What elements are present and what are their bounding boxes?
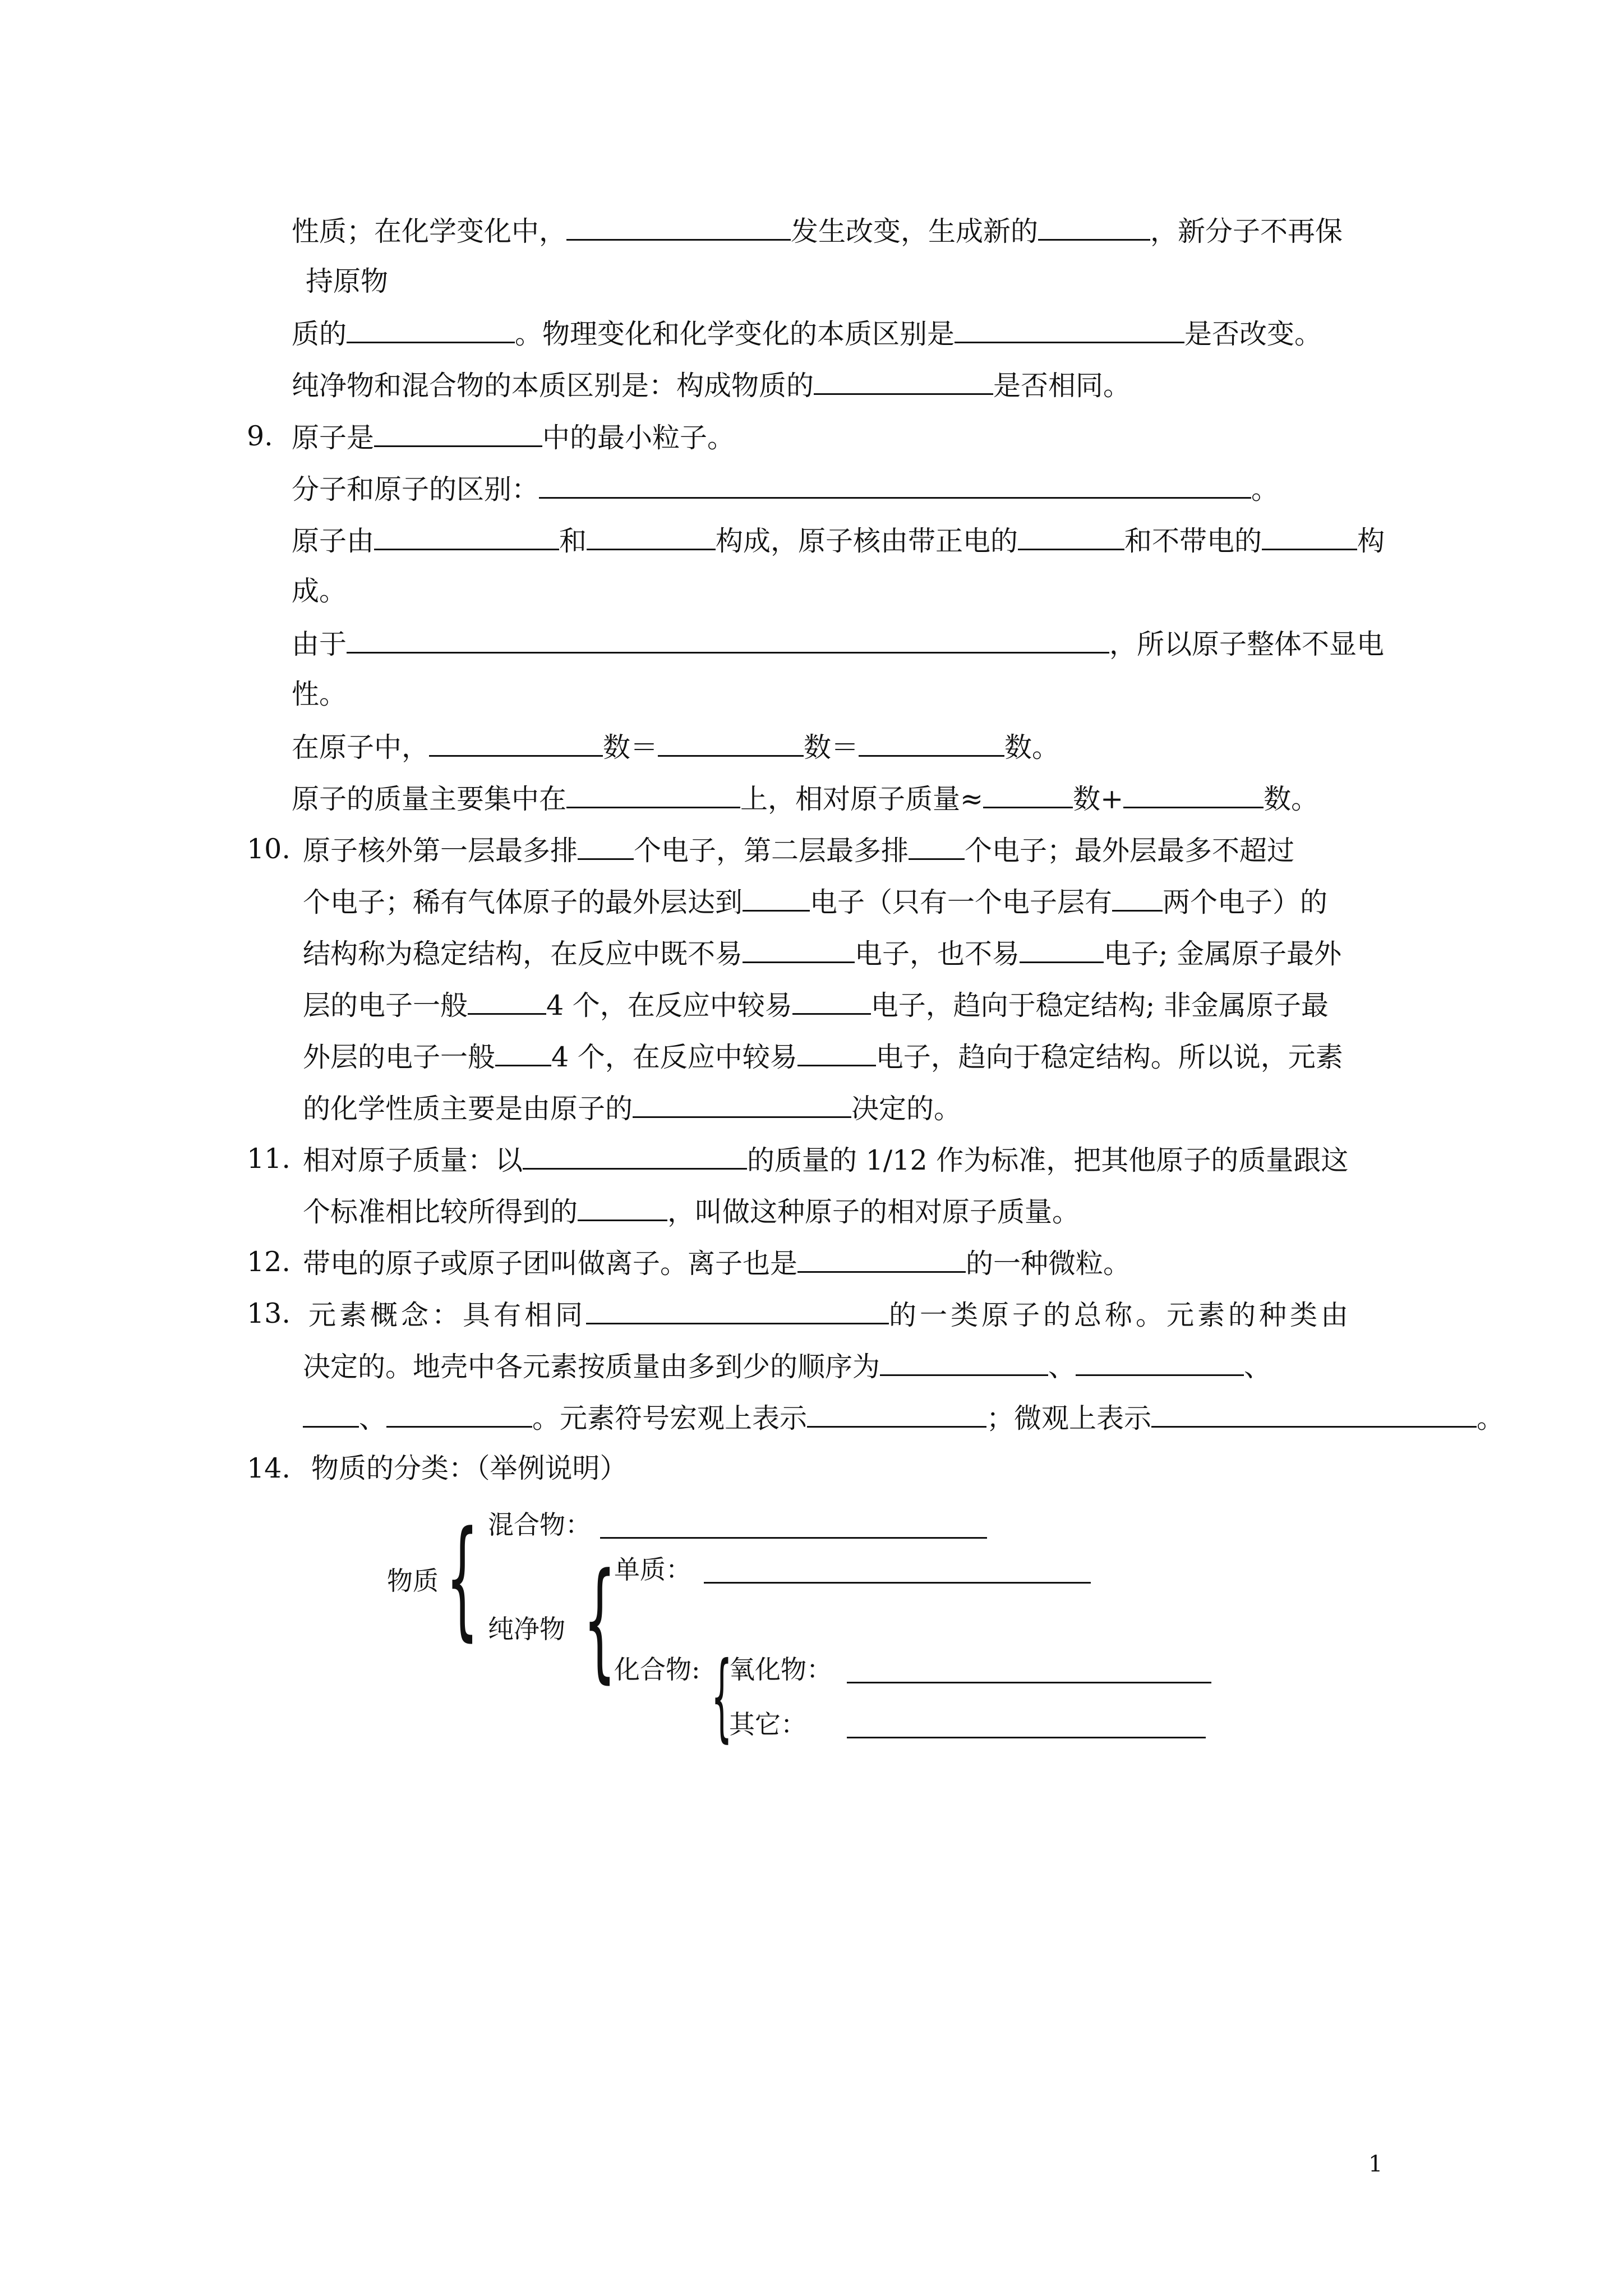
q9-line-f: 性。	[292, 678, 347, 710]
fill-blank[interactable]	[495, 1039, 551, 1066]
fill-blank[interactable]	[347, 316, 515, 343]
q9-line-d: 成。	[292, 575, 347, 607]
left-brace-icon: {	[446, 1504, 479, 1654]
fill-blank[interactable]	[523, 1142, 747, 1170]
q14-line-a: 物质的分类：（举例说明）	[311, 1452, 628, 1484]
text-line-4: 纯净物和混合物的本质区别是：构成物质的 是否相同。	[292, 367, 1131, 403]
fill-blank[interactable]	[374, 420, 542, 447]
text-line-3: 质的 。物理变化和化学变化的本质区别是 是否改变。	[292, 316, 1322, 351]
q11-line-a: 相对原子质量：以 的质量的 1/12 作为标准，把其他原子的质量跟这	[303, 1142, 1348, 1177]
fill-blank[interactable]	[1262, 523, 1357, 550]
fill-blank[interactable]	[566, 213, 791, 241]
diagram-pure-label: 纯净物	[488, 1614, 565, 1644]
left-brace-icon: {	[711, 1641, 732, 1752]
q10-line-c: 结构称为稳定结构，在反应中既不易 电子，也不易 电子; 金属原子最外	[303, 936, 1341, 971]
q10-line-d: 层的电子一般 4 个，在反应中较易 电子，趋向于稳定结构; 非金属原子最	[303, 987, 1329, 1023]
fill-blank[interactable]	[1038, 213, 1150, 241]
mixture-answer-line[interactable]	[600, 1537, 987, 1539]
fill-blank[interactable]	[586, 1297, 889, 1324]
q13-line-b: 决定的。地壳中各元素按质量由多到少的顺序为 、 、	[303, 1349, 1271, 1384]
q9-line-e: 由于 ，所以原子整体不显电	[292, 626, 1384, 661]
q9-line-b: 分子和原子的区别： 。	[292, 471, 1279, 507]
fill-blank[interactable]	[1151, 1400, 1477, 1428]
question-number-12: 12.	[247, 1246, 291, 1278]
fill-blank[interactable]	[983, 781, 1073, 808]
question-number-14: 14.	[247, 1452, 291, 1484]
q10-line-b: 个电子；稀有气体原子的最外层达到 电子（只有一个电子层有 两个电子）的	[303, 884, 1327, 919]
oxide-answer-line[interactable]	[847, 1682, 1211, 1683]
diagram-mixture-label: 混合物：	[488, 1510, 591, 1540]
fill-blank[interactable]	[807, 1400, 986, 1428]
question-number-10: 10.	[247, 833, 291, 865]
fill-blank[interactable]	[1112, 884, 1163, 912]
diagram-compound-label: 化合物:	[614, 1654, 700, 1685]
fill-blank[interactable]	[859, 729, 1004, 757]
q9-line-h: 原子的质量主要集中在 上，相对原子质量≈ 数+ 数。	[292, 781, 1318, 816]
q11-line-b: 个标准相比较所得到的 ，叫做这种原子的相对原子质量。	[303, 1194, 1080, 1229]
q13-line-a: 元素概念：具有相同 的一类原子的总称。元素的种类由	[308, 1297, 1352, 1332]
q12-line-a: 带电的原子或原子团叫做离子。离子也是 的一种微粒。	[303, 1245, 1131, 1281]
other-answer-line[interactable]	[847, 1737, 1206, 1738]
fill-blank[interactable]	[429, 729, 603, 757]
fill-blank[interactable]	[743, 936, 855, 963]
fill-blank[interactable]	[303, 1400, 359, 1428]
fill-blank[interactable]	[792, 987, 871, 1015]
diagram-element-label: 单质：	[614, 1554, 691, 1585]
fill-blank[interactable]	[1123, 781, 1264, 808]
fill-blank[interactable]	[797, 1039, 876, 1066]
question-number-9: 9.	[247, 420, 273, 452]
q13-line-c: 、 。元素符号宏观上表示 ；微观上表示 。	[303, 1400, 1504, 1435]
diagram-other-label: 其它：	[729, 1709, 806, 1740]
fill-blank[interactable]	[578, 832, 634, 860]
q9-line-g: 在原子中， 数＝ 数＝ 数。	[292, 729, 1059, 765]
fill-blank[interactable]	[566, 781, 740, 808]
fill-blank[interactable]	[587, 523, 716, 550]
fill-blank[interactable]	[578, 1194, 667, 1221]
q10-line-e: 外层的电子一般 4 个，在反应中较易 电子，趋向于稳定结构。所以说，元素	[303, 1039, 1343, 1074]
question-number-11: 11.	[247, 1143, 291, 1175]
fill-blank[interactable]	[386, 1400, 532, 1428]
fill-blank[interactable]	[1020, 936, 1104, 963]
q10-line-f: 的化学性质主要是由原子的 决定的。	[303, 1091, 961, 1126]
text-line-1: 性质；在化学变化中， 发生改变，生成新的 ，新分子不再保	[292, 213, 1343, 249]
q9-line-a: 原子是 中的最小粒子。	[292, 420, 735, 455]
page-number: 1	[1368, 2151, 1383, 2177]
fill-blank[interactable]	[347, 626, 1109, 654]
fill-blank[interactable]	[539, 471, 1251, 499]
diagram-oxide-label: 氧化物：	[729, 1654, 832, 1685]
q9-line-c: 原子由 和 构成，原子核由带正电的 和不带电的 构	[292, 523, 1385, 558]
text-line-2: 持原物	[306, 265, 389, 297]
fill-blank[interactable]	[1076, 1349, 1244, 1376]
left-brace-icon: {	[583, 1546, 616, 1696]
fill-blank[interactable]	[658, 729, 804, 757]
fill-blank[interactable]	[909, 832, 965, 860]
fill-blank[interactable]	[797, 1245, 966, 1273]
diagram-root-label: 物质	[387, 1566, 439, 1596]
q10-line-a: 原子核外第一层最多排 个电子，第二层最多排 个电子；最外层最多不超过	[303, 832, 1294, 868]
fill-blank[interactable]	[468, 987, 546, 1015]
fill-blank[interactable]	[633, 1091, 851, 1118]
fill-blank[interactable]	[743, 884, 810, 912]
fill-blank[interactable]	[880, 1349, 1048, 1376]
question-number-13: 13.	[247, 1297, 291, 1329]
fill-blank[interactable]	[814, 367, 993, 395]
fill-blank[interactable]	[374, 523, 559, 550]
fill-blank[interactable]	[955, 316, 1184, 343]
element-answer-line[interactable]	[704, 1582, 1091, 1584]
fill-blank[interactable]	[1018, 523, 1124, 550]
